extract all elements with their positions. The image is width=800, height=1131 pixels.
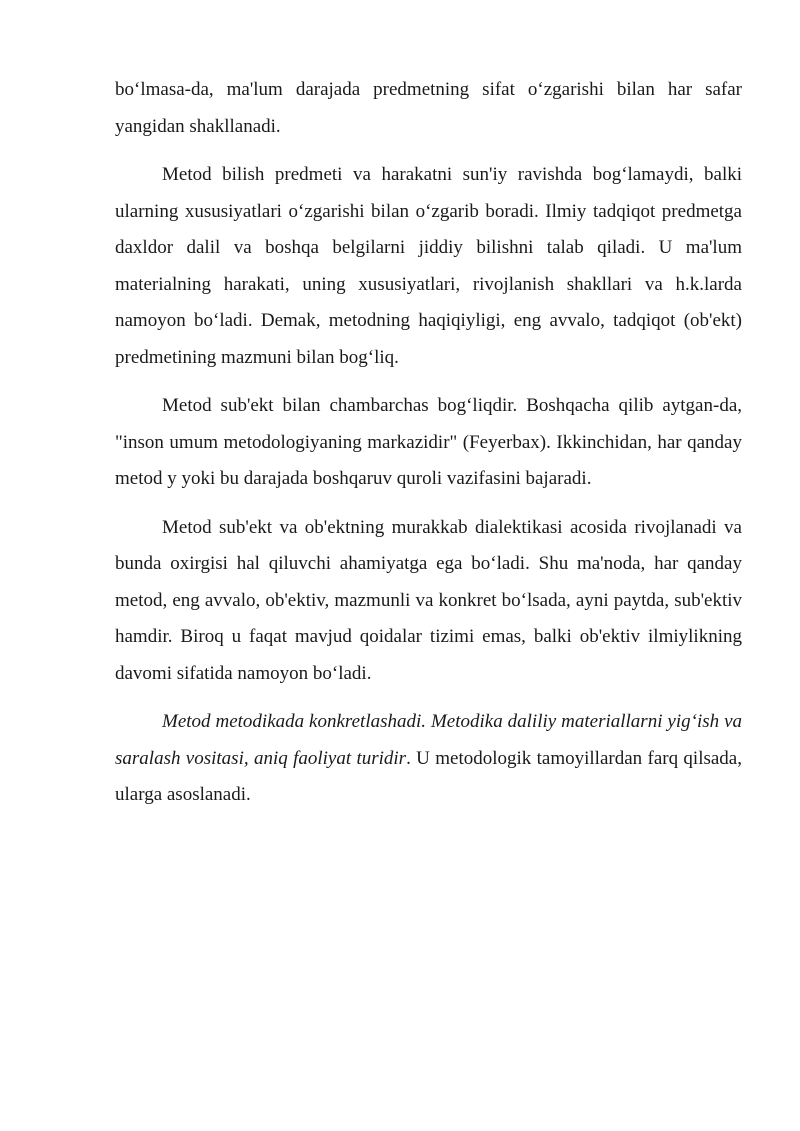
paragraph-2: Metod bilish predmeti va harakatni sun'iy ravishda bog‘lamaydi, balki ularning xususiyatlari o‘zgarishi bilan o‘zgarib boradi. Ilmiy tadqiqot predmetga daxldor dalil va boshqa belgilarni jiddiy bilishni talab qiladi. U ma'lum materialning harakati, uning xususiyatlari, rivojlanish shakllari va h.k.larda namoyon bo‘ladi. Demak, metodning haqiqiyligi, eng avvalo, tadqiqot (ob'ekt) predmetining mazmuni bilan bog‘liq. bbox=[115, 164, 742, 368]
paragraph-4: Metod sub'ekt va ob'ektning murakkab dialektikasi acosida rivojlanadi va bunda oxirgisi hal qiluvchi ahamiyatga ega bo‘ladi. Shu ma'noda, har qanday metod, eng avvalo, ob'ektiv, mazmunli va konkret bo‘lsada, ayni paytda, sub'ektiv hamdir. Biroq u faqat mavjud qoidalar tizimi emas, balki ob'ektiv ilmiylikning davomi sifatida namoyon bo‘ladi. bbox=[115, 516, 742, 684]
paragraph-3: Metod sub'ekt bilan chambarchas bog‘liqdir. Boshqacha qilib aytgan-da, "inson umum metodologiyaning markazidir" (Feyerbax). Ikkinchidan, har qanday metod y yoki bu darajada boshqaruv quroli vazifasini bajaradi. bbox=[115, 395, 742, 489]
paragraph-5-italic: Metod metodikada konkretlashadi. Metodika daliliy materiallarni yig‘ish va saralash vositasi, aniq faoliyat turidir bbox=[115, 711, 742, 769]
document-page bbox=[115, 72, 742, 826]
paragraph-1: bo‘lmasa-da, ma'lum darajada predmetning sifat o‘zgarishi bilan har safar yangidan shakllanadi. bbox=[115, 79, 742, 137]
paragraph-5-regular: . U metodologik tamoyillardan farq qilsada, ularga asoslanadi. bbox=[115, 747, 742, 805]
paragraph-5 bbox=[115, 704, 742, 814]
